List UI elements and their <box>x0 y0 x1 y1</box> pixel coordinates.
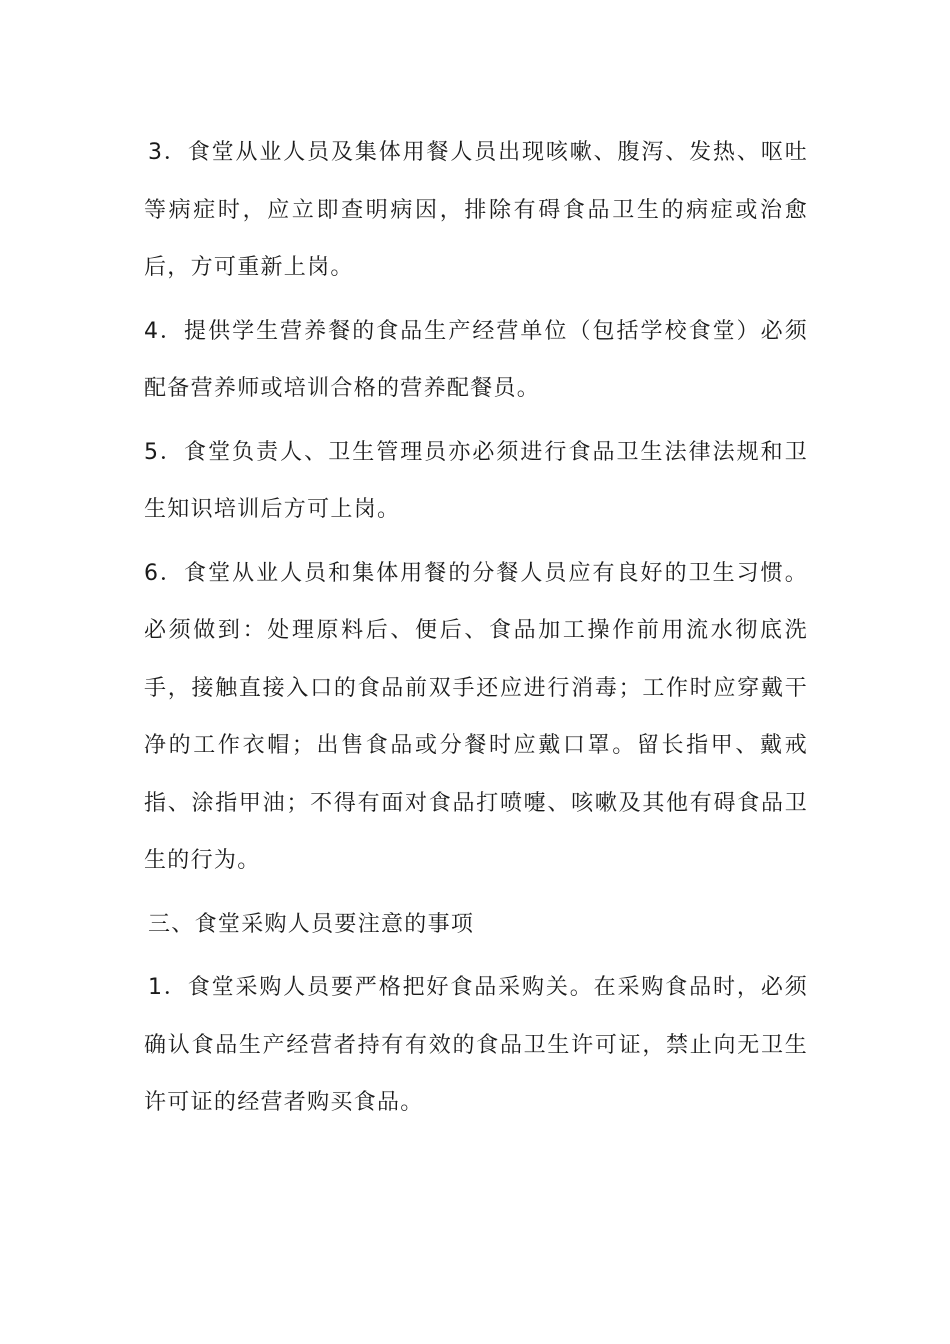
section-paragraph-1: 1．食堂采购人员要严格把好食品采购关。在采购食品时，必须确认食品生产经营者持有有效的食品卫生许可证，禁止向无卫生许可证的经营者购买食品。 <box>144 975 808 1115</box>
paragraph-item-6: 6．食堂从业人员和集体用餐的分餐人员应有良好的卫生习惯。必须做到：处理原料后、便后、食品加工操作前用流水彻底洗手，接触直接入口的食品前双手还应进行消毒；工作时应穿戴干净的工作衣帽；出售食品或分餐时应戴口罩。留长指甲、戴戒指、涂指甲油；不得有面对食品打喷嚏、咳嗽及其他有碍食品卫生的行为。 <box>144 560 808 873</box>
paragraph-item-5: 5．食堂负责人、卫生管理员亦必须进行食品卫生法律法规和卫生知识培训后方可上岗。 <box>144 439 808 522</box>
paragraph-item-4: 4．提供学生营养餐的食品生产经营单位（包括学校食堂）必须配备营养师或培训合格的营养配餐员。 <box>144 318 808 401</box>
section-heading: 三、食堂采购人员要注意的事项 <box>148 911 475 937</box>
document-body <box>144 124 808 1138</box>
paragraph-item-3: 3．食堂从业人员及集体用餐人员出现咳嗽、腹泻、发热、呕吐等病症时，应立即查明病因，排除有碍食品卫生的病症或治愈后，方可重新上岗。 <box>144 140 808 280</box>
